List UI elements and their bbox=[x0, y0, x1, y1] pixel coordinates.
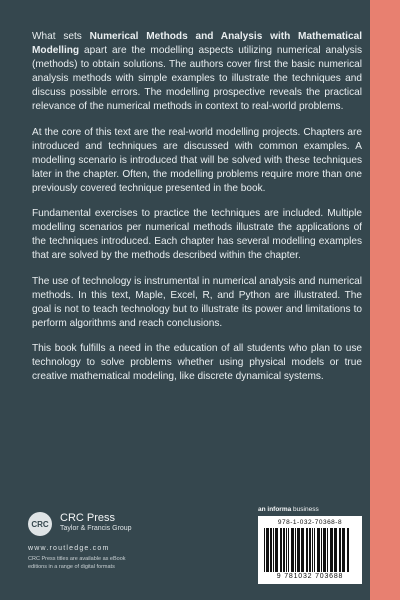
barcode-bar bbox=[286, 528, 287, 572]
blurb-paragraph-5: This book fulfills a need in the education of all students who plan to use technology to solve problems whether using physical models or true creative mathematical modeling, like discrete dynamical systems. bbox=[32, 343, 362, 382]
barcode-bar bbox=[270, 528, 272, 572]
ebook-note: CRC Press titles are available as eBook editions in a range of digital formats bbox=[28, 556, 126, 570]
barcode-bar bbox=[291, 528, 294, 572]
publisher-group: Taylor & Francis Group bbox=[60, 525, 132, 532]
informa-bold: an informa bbox=[258, 506, 292, 513]
barcode-bar bbox=[273, 528, 274, 572]
barcode-bar bbox=[330, 528, 333, 572]
barcode-bar bbox=[323, 528, 326, 572]
barcode-bar bbox=[264, 528, 265, 572]
barcode-bar bbox=[306, 528, 308, 572]
isbn-barcode bbox=[258, 516, 362, 584]
blurb-paragraph-2: At the core of this text are the real-world modelling projects. Chapters are introduced and techniques are discussed with common examples. A modelling scenario is introduced that will be solved with these techniques later in the chapter. Often, the modelling problems require more than one previously covered technique presented in the book. bbox=[32, 126, 362, 194]
barcode-bar bbox=[314, 528, 315, 572]
crc-logo-icon: CRC bbox=[28, 512, 52, 536]
barcode-bar bbox=[327, 528, 328, 572]
blurb-lead: What sets bbox=[32, 31, 90, 42]
barcode-bar bbox=[280, 528, 282, 572]
barcode-bar bbox=[309, 528, 311, 572]
blurb-p1-rest: apart are the modelling aspects utilizing numerical analysis (methods) to obtain solutions. The authors cover first the basic numerical analysis methods with simple examples to illustrate the techniques and discuss possible errors. The modelling prospective reveals the practical relevance of the numerical methods in context to real-world problems. bbox=[32, 45, 362, 112]
publisher-url[interactable]: www.routledge.com bbox=[28, 545, 110, 552]
barcode-bar bbox=[321, 528, 322, 572]
publisher-name: CRC Press bbox=[60, 512, 116, 524]
barcode-bar bbox=[317, 528, 320, 572]
informa-business-label bbox=[258, 506, 319, 513]
barcode-bar bbox=[295, 528, 296, 572]
blurb-paragraph-1 bbox=[32, 30, 362, 114]
blurb-paragraph-3: Fundamental exercises to practice the techniques are included. Multiple modelling scenarios per numerical methods illustrate the applications of the techniques introduced. Each chapter has several modelling examples that are solved by the methods described within the chapter. bbox=[32, 208, 362, 261]
barcode-bar bbox=[297, 528, 300, 572]
barcode-bar bbox=[266, 528, 269, 572]
barcode-bar bbox=[334, 528, 337, 572]
barcode-bar bbox=[275, 528, 278, 572]
back-cover-blurb bbox=[32, 30, 362, 396]
barcode-bar bbox=[283, 528, 285, 572]
isbn-bottom-text: 9 781032 703688 bbox=[276, 573, 344, 580]
isbn-top-text: 978-1-032-70368-8 bbox=[277, 519, 343, 526]
blurb-paragraph-4: The use of technology is instrumental in numerical analysis and numerical methods. In this text, Maple, Excel, R, and Python are illustrated. The goal is not to teach technology but to illustrate its power and limitations to perform algorithms and reach conclusions. bbox=[32, 275, 362, 329]
spine-stripe bbox=[370, 0, 400, 600]
barcode-bar bbox=[288, 528, 289, 572]
book-title-bold: Numerical Methods and Analysis with Mathematical Modelling bbox=[32, 31, 363, 56]
barcode-bar bbox=[312, 528, 313, 572]
barcode-bar bbox=[347, 528, 349, 572]
informa-rest: business bbox=[291, 506, 319, 513]
barcode-bar bbox=[339, 528, 341, 572]
barcode-bars-icon bbox=[264, 528, 356, 572]
barcode-bar bbox=[301, 528, 304, 572]
barcode-bar bbox=[342, 528, 345, 572]
